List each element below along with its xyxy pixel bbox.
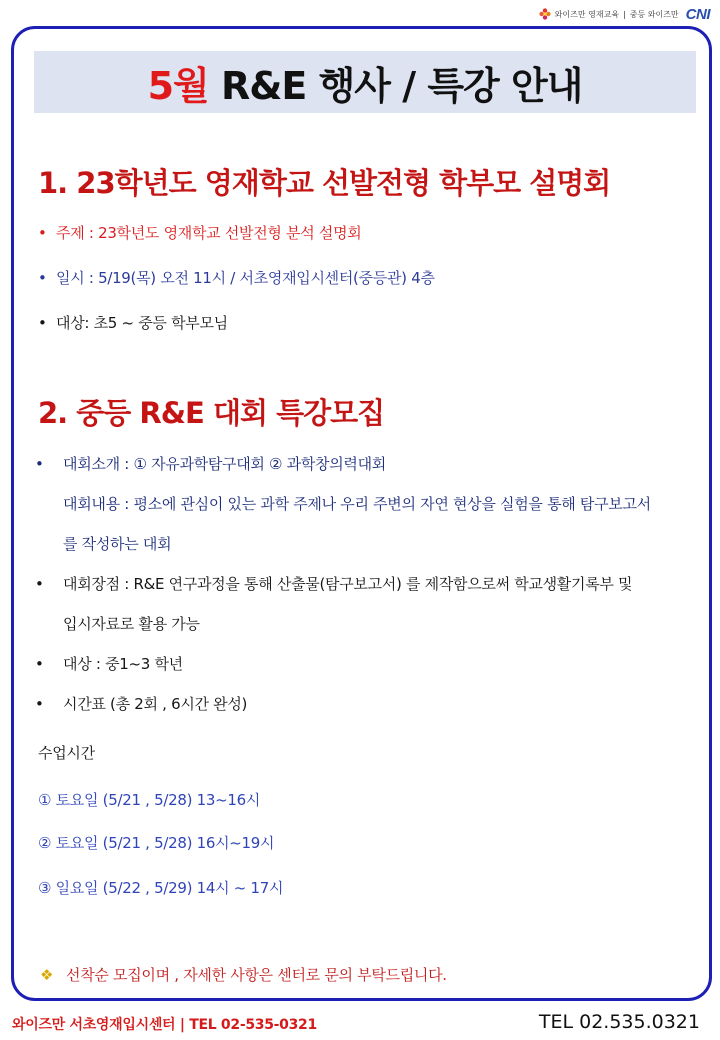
page-title xyxy=(148,55,583,110)
brand-separator: | xyxy=(623,9,626,19)
section2-content-line2: 를 작성하는 대회 xyxy=(63,535,172,553)
cni-logo: CNI xyxy=(685,5,710,23)
title-box xyxy=(34,51,696,113)
section2-target xyxy=(35,653,183,674)
title-accent: 5월 xyxy=(147,63,209,108)
datetime-text: 일시 : 5/19(목) 오전 11시 / 서초영재입시센터(중등관) 4층 xyxy=(56,269,435,287)
topic-text: 주제 : 23학년도 영재학교 선발전형 분석 설명회 xyxy=(56,224,362,242)
session-3: ③ 일요일 (5/22 , 5/29) 14시 ~ 17시 xyxy=(38,879,284,897)
diamond-icon: ❖ xyxy=(40,966,54,984)
brand-right-text: 중등 와이즈만 xyxy=(629,9,679,19)
section2-heading: 2. 중등 R&E 대회 특강모집 xyxy=(38,396,385,430)
bullet-marker: • xyxy=(35,455,44,473)
class-time-label: 수업시간 xyxy=(38,744,95,762)
section2-merit-line2: 입시자료로 활용 가능 xyxy=(63,615,200,633)
intro-text: 대회소개 : ① 자유과학탐구대회 ② 과학창의력대회 xyxy=(63,455,387,473)
section2-merit xyxy=(35,573,632,594)
bullet-marker: • xyxy=(38,224,47,242)
schedule-text: 시간표 (총 2회 , 6시간 완성) xyxy=(63,695,248,713)
bullet-marker: • xyxy=(35,575,44,593)
section2-schedule xyxy=(35,693,247,714)
session-1: ① 토요일 (5/21 , 5/28) 13~16시 xyxy=(38,791,261,809)
section1-item-datetime xyxy=(38,267,435,288)
target-text: 대상: 초5 ~ 중등 학부모님 xyxy=(56,314,228,332)
section2-intro xyxy=(35,453,386,474)
notice-note xyxy=(40,964,447,985)
brand-left-text: 와이즈만 영재교육 xyxy=(554,9,620,19)
title-rest: R&E 행사 / 특강 안내 xyxy=(208,63,583,108)
bullet-marker: • xyxy=(38,314,47,332)
section1-heading: 1. 23학년도 영재학교 선발전형 학부모 설명회 xyxy=(38,166,611,200)
footer-center-contact: 와이즈만 서초영재입시센터 | TEL 02-535-0321 xyxy=(12,1017,317,1033)
bullet-marker: • xyxy=(35,695,44,713)
brand-header xyxy=(539,4,710,24)
notice-frame xyxy=(11,26,712,1001)
section1-item-topic xyxy=(38,222,361,243)
section1-item-target xyxy=(38,312,228,333)
session-2: ② 토요일 (5/21 , 5/28) 16시~19시 xyxy=(38,834,275,852)
flower-logo-icon xyxy=(539,8,551,20)
section2-content-line1: 대회내용 : 평소에 관심이 있는 과학 주제나 우리 주변의 자연 현상을 실험을 통해 탐구보고서 xyxy=(63,495,651,513)
footer-tel: TEL 02.535.0321 xyxy=(538,1011,700,1033)
target-text: 대상 : 중1~3 학년 xyxy=(63,655,183,673)
bullet-marker: • xyxy=(38,269,47,287)
note-text: 선착순 모집이며 , 자세한 사항은 센터로 문의 부탁드립니다. xyxy=(66,966,447,984)
merit-text: 대회장점 : R&E 연구과정을 통해 산출물(탐구보고서) 를 제작함으로써 학교생활기록부 및 xyxy=(63,575,633,593)
bullet-marker: • xyxy=(35,655,44,673)
